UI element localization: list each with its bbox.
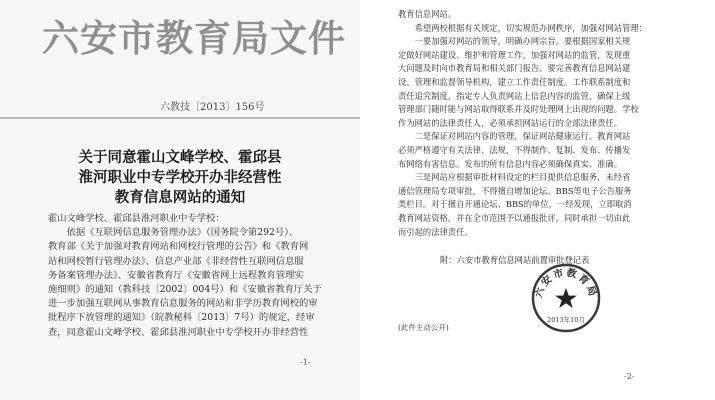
body-text bbox=[398, 8, 710, 239]
svg-text:六安市教育局: 六安市教育局 bbox=[533, 267, 599, 300]
body-line: 作为网站的法律责任人，必须承担网站运行的全部法律责任。 bbox=[398, 117, 623, 128]
body-line: 批程序下放管理的通知》（皖教秘科〔2013〕7号）的规定，经审 bbox=[48, 312, 315, 324]
body-line: 布网络有害信息。发布的所有信息内容必须确保真实、准确。 bbox=[398, 158, 623, 169]
body-line: 大问题及时向市教育局和相关部门报告。要完善教育信息网站建 bbox=[398, 63, 631, 74]
masthead: 六安市教育局文件 bbox=[42, 16, 346, 60]
body-line: 管理部门随时能与网站取得联系并及时处理网上出现的问题。学校 bbox=[398, 104, 639, 115]
body-line: 霍山文峰学校、霍邱县淮河职业中专学校： bbox=[48, 213, 225, 224]
public-notice: (此件主动公开) bbox=[398, 323, 449, 332]
body-line: 二是保证对网站内容的管理，保证网站健康运行。教育网站 bbox=[398, 131, 631, 142]
body-line: 必须严格遵守有关法律、法规，不得制作、复制、发布、传播发 bbox=[398, 144, 631, 155]
body-text bbox=[48, 212, 346, 340]
page-number: -1- bbox=[300, 358, 311, 367]
body-line: 教育网站资格，并在全市范围予以通报批评，同时承担一切由此 bbox=[398, 212, 631, 223]
body-line: 教育部《关于加强对教育网站和网校行管理的公告》和《教育网 bbox=[48, 241, 309, 253]
body-line: 类栏目。对于擅自开通论坛、BBS的单位，一经发现，立即取消 bbox=[398, 199, 632, 210]
body-line: 希望两校根据有关规定，切实规范办网秩序，加强对网站管理： bbox=[398, 22, 647, 33]
body-line: 教育信息网站。 bbox=[398, 9, 457, 19]
body-line: 依据《互联网信息服务管理办法》（国务院令第292号）、 bbox=[48, 227, 299, 239]
body-line: 查，同意霍山文峰学校、霍邱县淮河职业中专学校开办非经营性 bbox=[48, 326, 309, 338]
body-line: 而引起的法律责任。 bbox=[398, 226, 473, 237]
body-line: 进一步加强互联网从事教育信息服务的网站和非学历教育网校的审 bbox=[48, 298, 318, 310]
official-seal bbox=[530, 262, 602, 334]
body-line: 施细则》的通知（教科技〔2002〕004号）和《安徽省教育厅关于 bbox=[48, 284, 322, 296]
body-line: 责任追究制度，指定专人负责网站上信息内容的监管，确保上级 bbox=[398, 90, 631, 101]
attachment-line: 附：六安市教育信息网站前置审批登记表 bbox=[440, 255, 590, 265]
document-page-2 bbox=[362, 0, 715, 400]
page-number: -2- bbox=[624, 372, 635, 381]
title-line: 关于同意霍山文峰学校、霍邱县 bbox=[78, 149, 282, 166]
title-line: 教育信息网站的通知 bbox=[114, 189, 246, 206]
body-line: 务备案管理办法》、安徽省教育厅《安徽省网上远程教育管理实 bbox=[48, 269, 304, 281]
body-line: 站和网校暂行管理办法》、信息产业部《非经营性互联网信息服 bbox=[48, 255, 304, 267]
title-line: 淮河职业中专学校开办非经营性 bbox=[78, 169, 282, 186]
document-number: 六教技〔2013〕156号 bbox=[160, 102, 265, 113]
body-line: 通信管理局专项审批，不得擅自增加论坛、BBS等电子公告服务 bbox=[398, 185, 632, 196]
body-line: 定做好网站建设、维护和管理工作，加强对网站的监管，发现重 bbox=[398, 49, 631, 60]
body-line: 一要加强对网站的领导，明确办网宗旨。要根据国家相关规 bbox=[398, 36, 631, 47]
body-line: 设、管理和监督领导机构，建立工作责任制度。工作联系制度和 bbox=[398, 76, 631, 87]
body-line: 三是网站应根据审批材料设定的栏目提供信息服务，未经省 bbox=[398, 172, 631, 183]
svg-text:2013年10月: 2013年10月 bbox=[547, 316, 585, 324]
header-divider bbox=[0, 117, 360, 119]
document-title bbox=[50, 148, 310, 208]
